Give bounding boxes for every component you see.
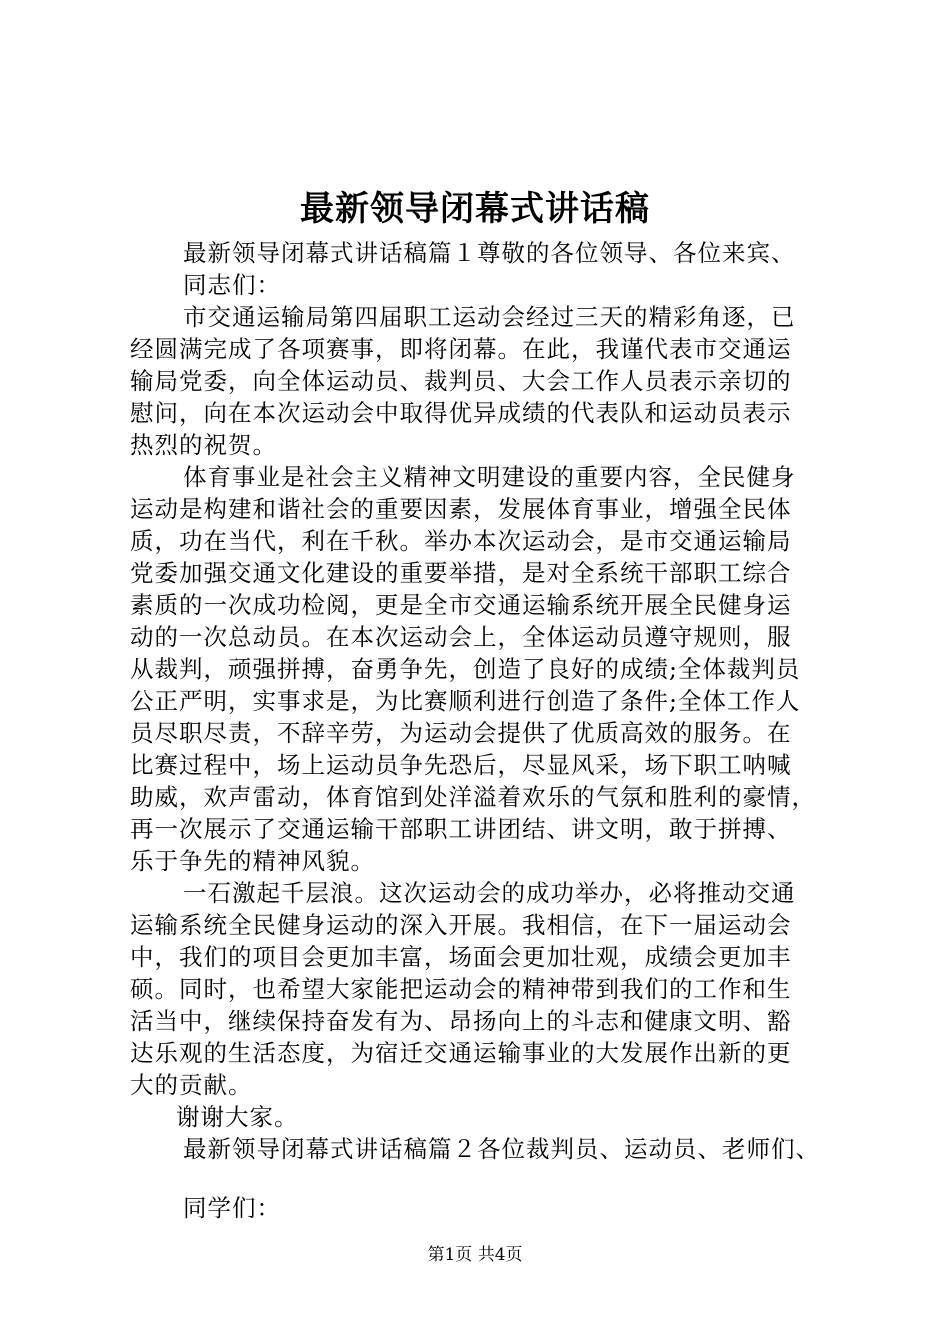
text-line: 活当中，继续保持奋发有为、昂扬向上的斗志和健康文明、豁 bbox=[130, 1007, 792, 1035]
text-line: 谢谢大家。 bbox=[176, 1103, 299, 1131]
text-line: 经圆满完成了各项赛事，即将闭幕。在此，我谨代表市交通运 bbox=[130, 335, 792, 363]
text-line: 从裁判，顽强拼搏，奋勇争先，创造了良好的成绩;全体裁判员 bbox=[130, 655, 801, 683]
text-line: 体育事业是社会主义精神文明建设的重要内容，全民健身 bbox=[183, 463, 796, 491]
text-line: 达乐观的生活态度，为宿迁交通运输事业的大发展作出新的更 bbox=[130, 1039, 792, 1067]
text-line: 慰问，向在本次运动会中取得优异成绩的代表队和运动员表示 bbox=[130, 399, 792, 427]
text-line: 动的一次总动员。在本次运动会上，全体运动员遵守规则，服 bbox=[130, 623, 792, 651]
text-line: 中，我们的项目会更加丰富，场面会更加壮观，成绩会更加丰 bbox=[130, 943, 792, 971]
text-line: 助威，欢声雷动，体育馆到处洋溢着欢乐的气氛和胜利的豪情， bbox=[130, 783, 816, 811]
text-line: 市交通运输局第四届职工运动会经过三天的精彩角逐，已 bbox=[183, 303, 796, 331]
text-line: 素质的一次成功检阅，更是全市交通运输系统开展全民健身运 bbox=[130, 591, 792, 619]
text-line: 比赛过程中，场上运动员争先恐后，尽显风采，场下职工呐喊 bbox=[130, 751, 792, 779]
text-line: 再一次展示了交通运输干部职工讲团结、讲文明，敢于拼搏、 bbox=[130, 815, 792, 843]
text-line: 输局党委，向全体运动员、裁判员、大会工作人员表示亲切的 bbox=[130, 367, 792, 395]
text-line: 质，功在当代，利在千秋。举办本次运动会，是市交通运输局 bbox=[130, 527, 792, 555]
text-line: 热烈的祝贺。 bbox=[130, 431, 277, 459]
text-line: 最新领导闭幕式讲话稿篇２各位裁判员、运动员、老师们、 bbox=[183, 1135, 820, 1163]
text-line: 员尽职尽责，不辞辛劳，为运动会提供了优质高效的服务。在 bbox=[130, 719, 792, 747]
page-footer: 第1页 共4页 bbox=[427, 1245, 523, 1265]
text-line: 硕。同时，也希望大家能把运动会的精神带到我们的工作和生 bbox=[130, 975, 792, 1003]
text-line: 党委加强交通文化建设的重要举措，是对全系统干部职工综合 bbox=[130, 559, 792, 587]
text-line: 乐于争先的精神风貌。 bbox=[130, 847, 375, 875]
text-line: 最新领导闭幕式讲话稿篇１尊敬的各位领导、各位来宾、 bbox=[183, 239, 796, 267]
text-line: 同学们： bbox=[183, 1194, 281, 1222]
text-line: 运动是构建和谐社会的重要因素，发展体育事业，增强全民体 bbox=[130, 495, 792, 523]
text-line: 大的贡献。 bbox=[130, 1071, 253, 1099]
text-line: 运输系统全民健身运动的深入开展。我相信，在下一届运动会 bbox=[130, 911, 792, 939]
document-title: 最新领导闭幕式讲话稿 bbox=[300, 189, 650, 229]
text-line: 同志们： bbox=[183, 271, 281, 299]
text-line: 一石激起千层浪。这次运动会的成功举办，必将推动交通 bbox=[183, 879, 796, 907]
text-line: 公正严明，实事求是，为比赛顺利进行创造了条件;全体工作人 bbox=[130, 687, 801, 715]
